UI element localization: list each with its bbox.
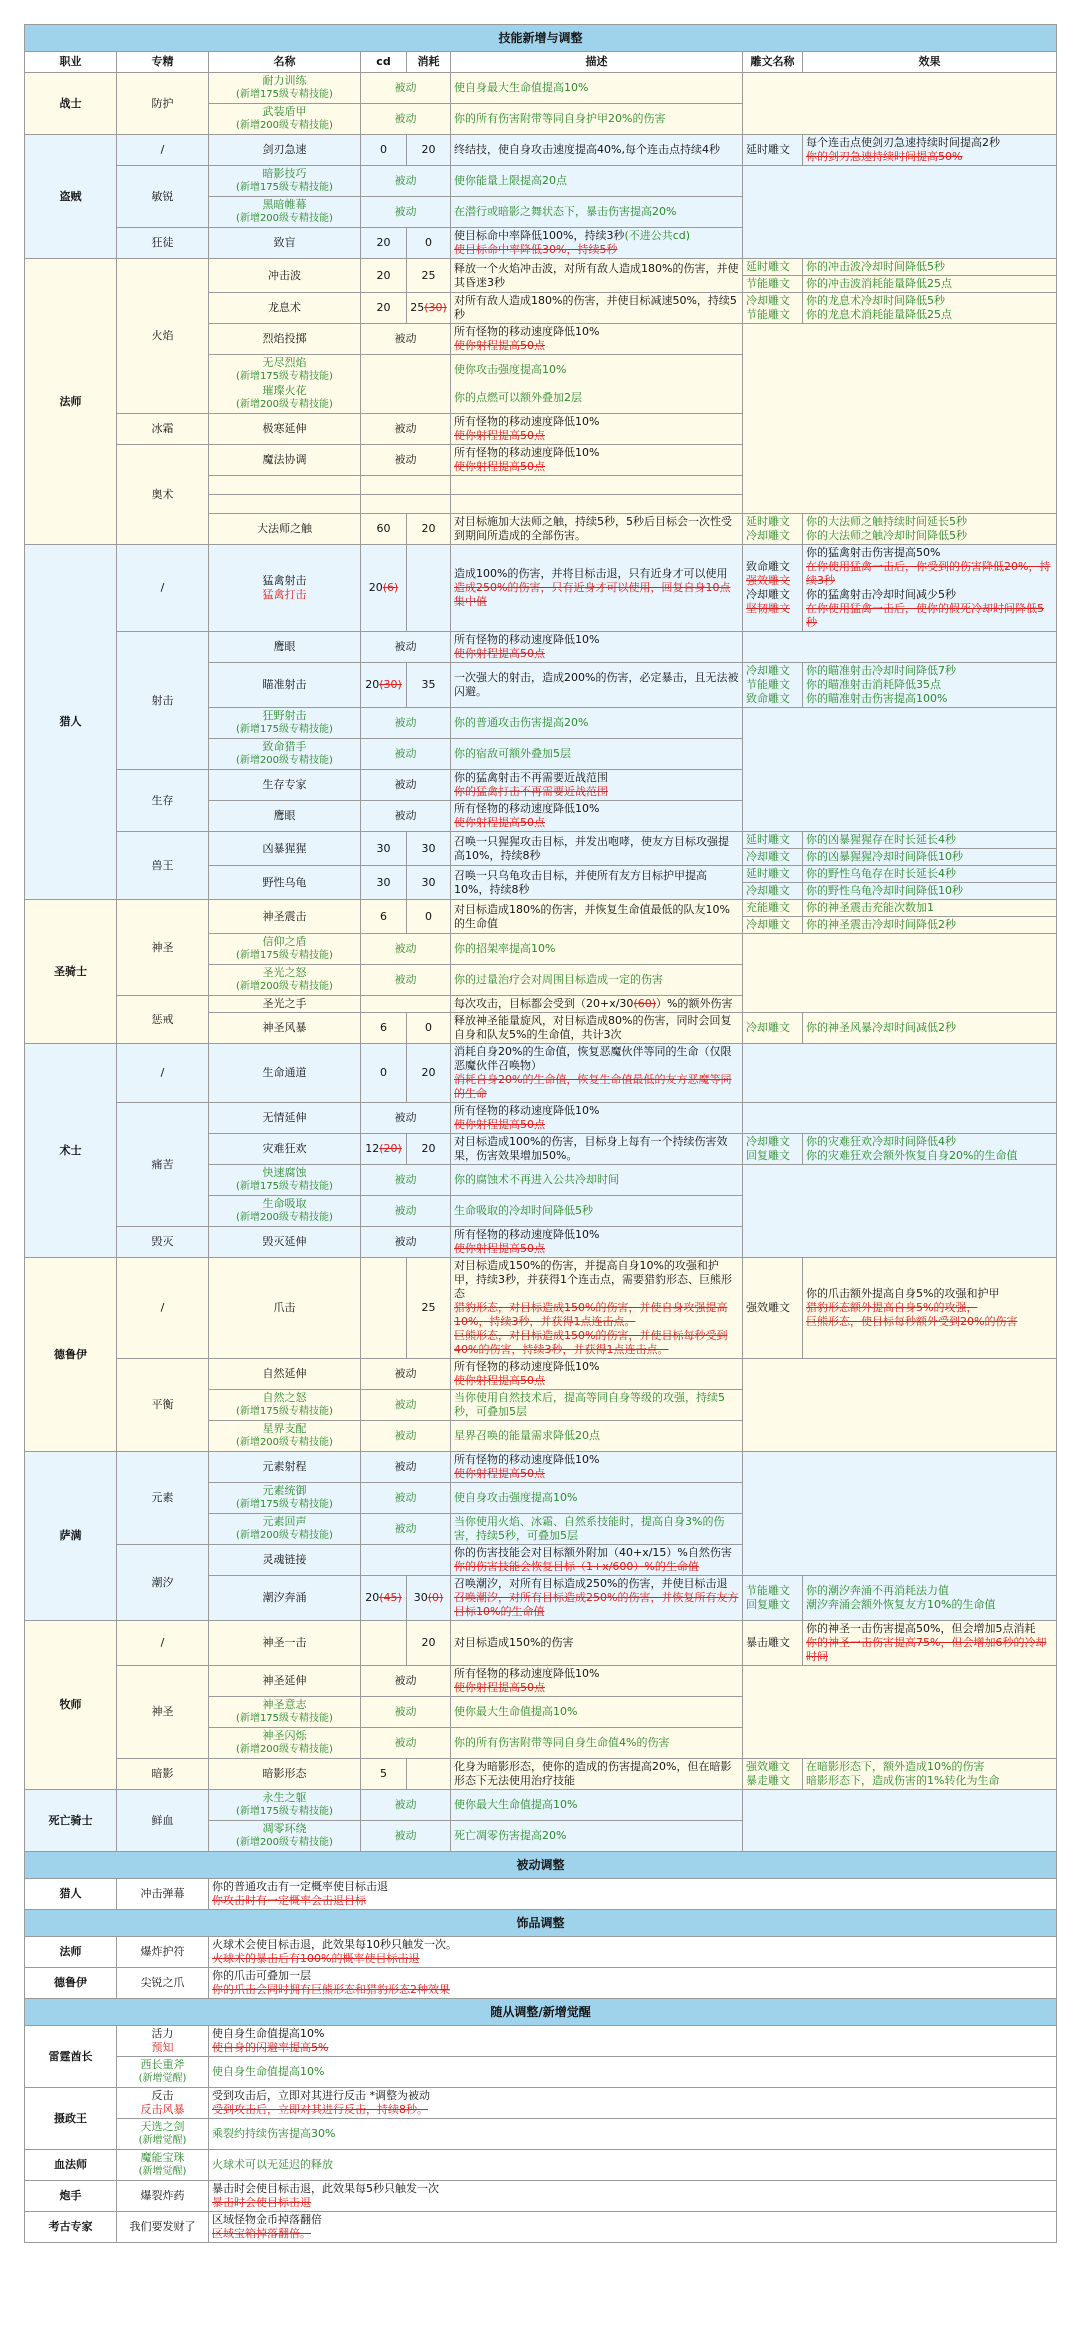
skill-name: 致命猎手 (新增200级专精技能) (209, 739, 361, 770)
skill-cost: 20 (407, 135, 451, 166)
skill-cd: 6 (361, 900, 407, 934)
glyph-effect: 你的凶暴猩猩冷却时间降低10秒 (803, 849, 1057, 866)
skill-cd: 30 (361, 866, 407, 900)
skill-desc: 所有怪物的移动速度降低10% 使你射程提高50点 (451, 632, 743, 663)
skill-desc: 化身为暗影形态，使你的造成的伤害提高20%，但在暗影形态下无法使用治疗技能 (451, 1759, 743, 1790)
glyph-effect: 你的神圣震击冷却时间降低2秒 (803, 917, 1057, 934)
skill-name: 烈焰投掷 (209, 324, 361, 355)
passive-desc: 你的普通攻击有一定概率使目标击退 你攻击时有一定概率会击退目标 (209, 1879, 1057, 1910)
skill-desc: 对目标造成150%的伤害，并提高自身10%的攻强和护甲，持续3秒，并获得1个连击点，需要猎豹形态、巨熊形态 猎豹形态，对目标造成150%的伤害，并使自身攻强提高10%，持续3秒，并获得1点连击点。 巨熊形态，对目标造成150%的伤害，并使目标每秒受到40%的伤害，持续3秒，并获得1点连击点。 (451, 1258, 743, 1359)
pet-skill-name: 西长重斧 (新增觉醒) (117, 2057, 209, 2088)
glyph-name: 冷却雕文 (743, 883, 803, 900)
spec-survival: 生存 (117, 770, 209, 832)
glyph-name: 强效雕文 暴走雕文 (743, 1759, 803, 1790)
spec-beast-mastery: 兽王 (117, 832, 209, 900)
spec-none: / (117, 1621, 209, 1666)
glyph-name: 暴击雕文 (743, 1621, 803, 1666)
spec-fire: 火焰 (117, 259, 209, 414)
skill-name: 凋零环绕 (新增200级专精技能) (209, 1821, 361, 1852)
skill-desc: 使你最大生命值提高10% (451, 1697, 743, 1728)
passive-class: 猎人 (25, 1879, 117, 1910)
skill-name: 信仰之盾 (新增175级专精技能) (209, 934, 361, 965)
pet-skill-desc: 暴击时会使目标击退，此效果每5秒只触发一次 暴击时会使目标击退 (209, 2181, 1057, 2212)
passive-label: 被动 (361, 1196, 451, 1227)
skill-desc: 生命吸取的冷却时间降低5秒 (451, 1196, 743, 1227)
glyph-effect: 你的灾难狂欢冷却时间降低4秒 你的灾难狂欢会额外恢复自身20%的生命值 (803, 1134, 1057, 1165)
skill-desc: 你的所有伤害附带等同自身生命值4%的伤害 (451, 1728, 743, 1759)
passive-label: 被动 (361, 1790, 451, 1821)
glyph-name: 延时雕文 (743, 259, 803, 276)
pet-skill-desc: 乘裂约持续伤害提高30% (209, 2119, 1057, 2150)
skill-cost: 25 (407, 1258, 451, 1359)
spec-holy: 神圣 (117, 900, 209, 996)
skill-desc: 你的宿敌可额外叠加5层 (451, 739, 743, 770)
glyph-effect: 在暗影形态下，额外造成10%的伤害 暗影形态下，造成伤害的1%转化为生命 (803, 1759, 1057, 1790)
skill-desc: 终结技，使自身攻击速度提高40%,每个连击点持续4秒 (451, 135, 743, 166)
passive-label: 被动 (361, 739, 451, 770)
section-title-accessory: 饰品调整 (25, 1910, 1057, 1937)
skill-cd: 20(6) (361, 545, 407, 632)
class-death-knight: 死亡骑士 (25, 1790, 117, 1852)
passive-label: 被动 (361, 770, 451, 801)
glyph-name: 致命雕文 强效雕文 冷却雕文 坚韧雕文 (743, 545, 803, 632)
skill-cd: 20(30) (361, 663, 407, 708)
accessory-name: 爆炸护符 (117, 1937, 209, 1968)
spec-elemental: 元素 (117, 1452, 209, 1545)
skill-cd: 20 (361, 293, 407, 324)
skill-cost (407, 1759, 451, 1790)
glyph-name: 节能雕文 (743, 276, 803, 293)
passive-label: 被动 (361, 1390, 451, 1421)
accessory-class: 德鲁伊 (25, 1968, 117, 1999)
glyph-effect: 你的神圣震击充能次数加1 (803, 900, 1057, 917)
skill-desc: 你的所有伤害附带等同自身护甲20%的伤害 (451, 104, 743, 135)
skill-desc: 在潜行或暗影之舞状态下，暴击伤害提高20% (451, 197, 743, 228)
passive-label: 被动 (361, 934, 451, 965)
skill-desc: 星界召唤的能量需求降低20点 (451, 1421, 743, 1452)
skill-cd: 20 (361, 259, 407, 293)
skill-name: 鹰眼 (209, 632, 361, 663)
skill-cost: 35 (407, 663, 451, 708)
skill-cd (361, 1545, 451, 1576)
passive-label: 被动 (361, 414, 451, 445)
glyph-effect: 你的冲击波冷却时间降低5秒 (803, 259, 1057, 276)
pet-class: 考古专家 (25, 2212, 117, 2243)
skill-name: 致盲 (209, 228, 361, 259)
pet-skill-name: 我们要发财了 (117, 2212, 209, 2243)
passive-label: 被动 (361, 1697, 451, 1728)
passive-label: 被动 (361, 708, 451, 739)
skill-name: 星界支配 (新增200级专精技能) (209, 1421, 361, 1452)
glyph-name: 冷却雕文 (743, 1013, 803, 1044)
skill-desc: 使自身攻击强度提高10% (451, 1483, 743, 1514)
passive-name: 冲击弹幕 (117, 1879, 209, 1910)
skill-name: 大法师之触 (209, 514, 361, 545)
spec-shadow: 暗影 (117, 1759, 209, 1790)
accessory-name: 尖锐之爪 (117, 1968, 209, 1999)
class-hunter: 猎人 (25, 545, 117, 900)
skill-name: 冲击波 (209, 259, 361, 293)
skill-name: 暗影技巧 (新增175级专精技能) (209, 166, 361, 197)
pet-skill-desc: 受到攻击后，立即对其进行反击 *调整为被动 受到攻击后，立即对其进行反击，持续8秒。 (209, 2088, 1057, 2119)
skill-desc: 造成100%的伤害，并将目标击退，只有近身才可以使用 造成250%的伤害，只有近身才可以使用，回复自身10点集中值 (451, 545, 743, 632)
skill-cost: 30(0) (407, 1576, 451, 1621)
pet-class: 炮手 (25, 2181, 117, 2212)
skill-name: 圣光之手 (209, 996, 361, 1013)
skill-name: 神圣震击 (209, 900, 361, 934)
passive-label: 被动 (361, 104, 451, 135)
header-cd: cd (361, 52, 407, 73)
skill-cd: 20 (361, 228, 407, 259)
spec-protection: 防护 (117, 73, 209, 135)
class-paladin: 圣骑士 (25, 900, 117, 1044)
glyph-effect: 你的冲击波消耗能量降低25点 (803, 276, 1057, 293)
class-shaman: 萨满 (25, 1452, 117, 1621)
glyph-effect: 你的野性乌龟冷却时间降低10秒 (803, 883, 1057, 900)
glyph-empty (743, 324, 1057, 514)
skill-name: 爪击 (209, 1258, 361, 1359)
accessory-desc: 火球术会使目标击退，此效果每10秒只触发一次。 火球术的暴击后有100%的概率使目标击退 (209, 1937, 1057, 1968)
class-warrior: 战士 (25, 73, 117, 135)
skill-desc: 你的招架率提高10% (451, 934, 743, 965)
skill-cd: 30 (361, 832, 407, 866)
spec-subtlety: 敏锐 (117, 166, 209, 228)
passive-label (361, 355, 451, 414)
spec-destruction: 毁灭 (117, 1227, 209, 1258)
glyph-empty (743, 1359, 1057, 1452)
skill-name: 龙息术 (209, 293, 361, 324)
skill-name: 暗影形态 (209, 1759, 361, 1790)
passive-label: 被动 (361, 166, 451, 197)
skill-desc: 使目标命中率降低100%，持续3秒(不进公共cd) 使目标命中率降低30%，持续5秒 (451, 228, 743, 259)
skill-name: 武装盾甲 (新增200级专精技能) (209, 104, 361, 135)
skill-cost: 20 (407, 1621, 451, 1666)
passive-label: 被动 (361, 1421, 451, 1452)
glyph-effect: 你的凶暴猩猩存在时长延长4秒 (803, 832, 1057, 849)
glyph-empty (743, 1790, 1057, 1852)
skill-desc: 消耗自身20%的生命值，恢复恶魔伙伴等同的生命（仅限恶魔伙伴召唤物） 消耗自身20%的生命值，恢复生命值最低的友方恶魔等同的生命 (451, 1044, 743, 1103)
skill-name: 快速腐蚀 (新增175级专精技能) (209, 1165, 361, 1196)
spec-arcane: 奥术 (117, 445, 209, 545)
header-name: 名称 (209, 52, 361, 73)
skill-cd (361, 1258, 407, 1359)
spec-none: / (117, 135, 209, 166)
skill-cost: 20 (407, 1134, 451, 1165)
skill-name: 凶暴猩猩 (209, 832, 361, 866)
skill-name: 自然之怒 (新增175级专精技能) (209, 1390, 361, 1421)
glyph-effect: 你的神圣一击伤害提高50%，但会增加5点消耗 你的神圣一击伤害提高75%，但会增加6秒的冷却时间 (803, 1621, 1057, 1666)
skill-cost: 25 (407, 259, 451, 293)
pet-skill-desc: 使自身生命值提高10% 使自身的闪避率提高5% (209, 2026, 1057, 2057)
skill-cost: 0 (407, 1013, 451, 1044)
skill-desc: 每次攻击，目标都会受到（20+x/30(60)）%的额外伤害 (451, 996, 743, 1013)
skill-name: 无尽烈焰 (新增175级专精技能) 璀璨火花 (新增200级专精技能) (209, 355, 361, 414)
skill-cd: 6 (361, 1013, 407, 1044)
section-title-pets: 随从调整/新增觉醒 (25, 1999, 1057, 2026)
header-class: 职业 (25, 52, 117, 73)
skill-cost: 20 (407, 514, 451, 545)
glyph-empty (743, 73, 1057, 135)
skill-name: 元素回声 (新增200级专精技能) (209, 1514, 361, 1545)
skill-desc: 对目标造成100%的伤害，目标身上每有一个持续伤害效果，伤害效果增加50%。 (451, 1134, 743, 1165)
header-cost: 消耗 (407, 52, 451, 73)
passive-label: 被动 (361, 1165, 451, 1196)
glyph-name: 强效雕文 (743, 1258, 803, 1359)
skill-cd: 5 (361, 1759, 407, 1790)
glyph-name: 冷却雕文 节能雕文 (743, 293, 803, 324)
accessory-desc: 你的爪击可叠加一层 你的爪击会同时拥有巨熊形态和猎豹形态2种效果 (209, 1968, 1057, 1999)
spec-outlaw: 狂徒 (117, 228, 209, 259)
header-glyph: 雕文名称 (743, 52, 803, 73)
skill-desc: 所有怪物的移动速度降低10% 使你射程提高50点 (451, 324, 743, 355)
section-title-skills: 技能新增与调整 (25, 25, 1057, 52)
glyph-effect: 你的猛禽射击伤害提高50% 在你使用猛禽一击后，你受到的伤害降低20%，持续3秒 你的猛禽射击冷却时间减少5秒 在你使用猛禽一击后，使你的假死冷却时间降低5秒 (803, 545, 1057, 632)
skill-name: 神圣一击 (209, 1621, 361, 1666)
skill-desc: 你的腐蚀术不再进入公共冷却时间 (451, 1165, 743, 1196)
passive-label: 被动 (361, 1728, 451, 1759)
glyph-empty (743, 1666, 1057, 1759)
glyph-empty (743, 632, 1057, 663)
skill-name: 野性乌龟 (209, 866, 361, 900)
glyph-name: 冷却雕文 (743, 917, 803, 934)
class-rogue: 盗贼 (25, 135, 117, 259)
skill-cd: 0 (361, 1044, 407, 1103)
skill-name: 神圣意志 (新增175级专精技能) (209, 1697, 361, 1728)
skill-name: 狂野射击 (新增175级专精技能) (209, 708, 361, 739)
skill-desc: 你的过量治疗会对周围目标造成一定的伤害 (451, 965, 743, 996)
passive-label: 被动 (361, 1103, 451, 1134)
skill-cd: 60 (361, 514, 407, 545)
spec-retribution: 惩戒 (117, 996, 209, 1044)
skill-name: 耐力训练 (新增175级专精技能) (209, 73, 361, 104)
skill-desc: 对所有敌人造成180%的伤害，并使目标减速50%，持续5秒 (451, 293, 743, 324)
skill-desc: 你的普通攻击伤害提高20% (451, 708, 743, 739)
skill-name: 神圣风暴 (209, 1013, 361, 1044)
skill-cost: 20 (407, 1044, 451, 1103)
skill-name: 灵魂链接 (209, 1545, 361, 1576)
skill-desc: 所有怪物的移动速度降低10% 使你射程提高50点 (451, 445, 743, 476)
glyph-effect: 你的龙息术冷却时间降低5秒 你的龙息术消耗能量降低25点 (803, 293, 1057, 324)
skill-cd (361, 1621, 407, 1666)
skill-desc: 对目标造成180%的伤害，并恢复生命值最低的队友10%的生命值 (451, 900, 743, 934)
passive-label: 被动 (361, 965, 451, 996)
skill-cost: 0 (407, 900, 451, 934)
skill-name: 自然延伸 (209, 1359, 361, 1390)
skill-cost: 30 (407, 866, 451, 900)
spec-marksmanship: 射击 (117, 632, 209, 770)
skill-desc: 你的伤害技能会对目标额外附加（40+x/15）%自然伤害 你的伤害技能会恢复目标（1+x/600）%的生命值 (451, 1545, 743, 1576)
skill-name: 生存专家 (209, 770, 361, 801)
skill-desc: 所有怪物的移动速度降低10% 使你射程提高50点 (451, 1103, 743, 1134)
skill-name: 剑刃急速 (209, 135, 361, 166)
pet-skill-desc: 火球术可以无延迟的释放 (209, 2150, 1057, 2181)
skill-name: 神圣延伸 (209, 1666, 361, 1697)
header-desc: 描述 (451, 52, 743, 73)
skill-name: 永生之躯 (新增175级专精技能) (209, 1790, 361, 1821)
skill-desc: 释放神圣能量旋风，对目标造成80%的伤害，同时会回复自身和队友5%的生命值，共计3次 (451, 1013, 743, 1044)
skill-name: 猛禽射击 猛禽打击 (209, 545, 361, 632)
glyph-name: 延时雕文 (743, 135, 803, 166)
spec-none: / (117, 1044, 209, 1103)
skill-name: 无情延伸 (209, 1103, 361, 1134)
skill-cost: 30 (407, 832, 451, 866)
passive-label: 被动 (361, 197, 451, 228)
pet-skill-desc: 使自身生命值提高10% (209, 2057, 1057, 2088)
glyph-name: 延时雕文 冷却雕文 (743, 514, 803, 545)
skill-name: 魔法协调 (209, 445, 361, 476)
header-effect: 效果 (803, 52, 1057, 73)
glyph-name: 节能雕文 回复雕文 (743, 1576, 803, 1621)
skill-name: 毁灭延伸 (209, 1227, 361, 1258)
skill-desc: 召唤一只乌龟攻击目标，并使所有友方目标护甲提高10%，持续8秒 (451, 866, 743, 900)
passive-label: 被动 (361, 801, 451, 832)
skill-desc: 死亡凋零伤害提高20% (451, 1821, 743, 1852)
skill-cost (407, 545, 451, 632)
glyph-empty (743, 708, 1057, 832)
skill-desc: 所有怪物的移动速度降低10% 使你射程提高50点 (451, 414, 743, 445)
passive-label: 被动 (361, 1483, 451, 1514)
glyph-effect: 你的瞄准射击冷却时间降低7秒 你的瞄准射击消耗降低35点 你的瞄准射击伤害提高100% (803, 663, 1057, 708)
passive-label: 被动 (361, 1666, 451, 1697)
skill-cost: 25(30) (407, 293, 451, 324)
skill-desc: 释放一个火焰冲击波，对所有敌人造成180%的伤害，并使其昏迷3秒 (451, 259, 743, 293)
passive-label: 被动 (361, 632, 451, 663)
skill-desc: 对目标施加大法师之触，持续5秒，5秒后目标会一次性受到期间所造成的全部伤害。 (451, 514, 743, 545)
skill-cd: 12(20) (361, 1134, 407, 1165)
skill-name: 鹰眼 (209, 801, 361, 832)
header-spec: 专精 (117, 52, 209, 73)
pet-skill-name: 爆裂炸药 (117, 2181, 209, 2212)
spec-frost: 冰霜 (117, 414, 209, 445)
pet-class: 血法师 (25, 2150, 117, 2181)
skill-name: 黑暗帷幕 (新增200级专精技能) (209, 197, 361, 228)
skill-name: 元素射程 (209, 1452, 361, 1483)
glyph-effect: 你的大法师之触持续时间延长5秒 你的大法师之触冷却时间降低5秒 (803, 514, 1057, 545)
skill-name: 神圣闪烁 (新增200级专精技能) (209, 1728, 361, 1759)
pet-skill-name: 反击 反击风暴 (117, 2088, 209, 2119)
glyph-empty (743, 1044, 1057, 1103)
skill-name: 潮汐奔涌 (209, 1576, 361, 1621)
pet-skill-name: 天选之剑 (新增觉醒) (117, 2119, 209, 2150)
skill-desc: 你的猛禽射击不再需要近战范围 你的猛禽打击不再需要近战范围 (451, 770, 743, 801)
glyph-empty (743, 166, 1057, 259)
passive-label: 被动 (361, 324, 451, 355)
skill-desc: 当你使用自然技术后，提高等同自身等级的攻强，持续5秒，可叠加5层 (451, 1390, 743, 1421)
pet-skill-desc: 区域怪物金币掉落翻倍 区域宝箱掉落翻倍。 (209, 2212, 1057, 2243)
pet-class: 雷霆酋长 (25, 2026, 117, 2088)
spec-restoration: 潮汐 (117, 1545, 209, 1621)
passive-label: 被动 (361, 1452, 451, 1483)
skill-desc: 所有怪物的移动速度降低10% 使你射程提高50点 (451, 1452, 743, 1483)
skill-desc: 所有怪物的移动速度降低10% 使你射程提高50点 (451, 1359, 743, 1390)
spec-none: / (117, 545, 209, 632)
skill-desc: 使你攻击强度提高10% 你的点燃可以额外叠加2层 (451, 355, 743, 414)
skill-desc: 所有怪物的移动速度降低10% 使你射程提高50点 (451, 1227, 743, 1258)
skill-desc: 使你最大生命值提高10% (451, 1790, 743, 1821)
glyph-effect: 你的野性乌龟存在时长延长4秒 (803, 866, 1057, 883)
skill-cost: 0 (407, 228, 451, 259)
skill-desc: 所有怪物的移动速度降低10% 使你射程提高50点 (451, 1666, 743, 1697)
passive-label: 被动 (361, 1821, 451, 1852)
class-druid: 德鲁伊 (25, 1258, 117, 1452)
passive-label: 被动 (361, 445, 451, 476)
glyph-empty (743, 1165, 1057, 1258)
glyph-empty (743, 934, 1057, 1013)
skill-table (24, 24, 1057, 2243)
passive-label: 被动 (361, 1227, 451, 1258)
skill-desc: 一次强大的射击，造成200%的伤害，必定暴击，且无法被闪避。 (451, 663, 743, 708)
section-title-passive: 被动调整 (25, 1852, 1057, 1879)
glyph-effect: 每个连击点使剑刃急速持续时间提高2秒 你的剑刃急速持续时间提高50% (803, 135, 1057, 166)
spec-none: / (117, 1258, 209, 1359)
skill-name: 生命通道 (209, 1044, 361, 1103)
spec-affliction: 痛苦 (117, 1103, 209, 1227)
glyph-effect: 你的爪击额外提高自身5%的攻强和护甲 猎豹形态额外提高自身5%的攻强， 巨熊形态，使目标每秒额外受到20%的伤害 (803, 1258, 1057, 1359)
skill-name: 瞄准射击 (209, 663, 361, 708)
skill-desc: 召唤一只猩猩攻击目标，并发出咆哮，使友方目标攻强提高10%，持续8秒 (451, 832, 743, 866)
class-priest: 牧师 (25, 1621, 117, 1790)
glyph-name: 充能雕文 (743, 900, 803, 917)
glyph-name: 冷却雕文 节能雕文 致命雕文 (743, 663, 803, 708)
skill-name: 极寒延伸 (209, 414, 361, 445)
spec-blood: 鲜血 (117, 1790, 209, 1852)
glyph-name: 冷却雕文 回复雕文 (743, 1134, 803, 1165)
glyph-empty (743, 1103, 1057, 1134)
spec-balance: 平衡 (117, 1359, 209, 1452)
skill-desc: 当你使用火焰、冰霜、自然系技能时，提高自身3%的伤害，持续5秒，可叠加5层 (451, 1514, 743, 1545)
skill-name: 元素统御 (新增175级专精技能) (209, 1483, 361, 1514)
class-warlock: 术士 (25, 1044, 117, 1258)
passive-label: 被动 (361, 73, 451, 104)
glyph-effect: 你的神圣风暴冷却时间减低2秒 (803, 1013, 1057, 1044)
class-mage: 法师 (25, 259, 117, 545)
skill-desc: 对目标造成150%的伤害 (451, 1621, 743, 1666)
skill-desc: 使你能量上限提高20点 (451, 166, 743, 197)
skill-desc: 召唤潮汐，对所有目标造成250%的伤害，并使目标击退 召唤潮汐，对所有目标造成250%的伤害，并恢复所有友方目标10%的生命值 (451, 1576, 743, 1621)
passive-label: 被动 (361, 1514, 451, 1545)
skill-desc: 使自身最大生命值提高10% (451, 73, 743, 104)
passive-label: 被动 (361, 1359, 451, 1390)
glyph-empty (743, 1452, 1057, 1576)
skill-name: 生命吸取 (新增200级专精技能) (209, 1196, 361, 1227)
glyph-name: 延时雕文 (743, 832, 803, 849)
pet-skill-name: 活力 预知 (117, 2026, 209, 2057)
spec-holy: 神圣 (117, 1666, 209, 1759)
skill-cd: 20(45) (361, 1576, 407, 1621)
skill-name: 圣光之怒 (新增200级专精技能) (209, 965, 361, 996)
skill-cd (361, 996, 451, 1013)
glyph-name: 冷却雕文 (743, 849, 803, 866)
glyph-name: 延时雕文 (743, 866, 803, 883)
pet-skill-name: 魔能宝珠 (新增觉醒) (117, 2150, 209, 2181)
accessory-class: 法师 (25, 1937, 117, 1968)
skill-desc: 所有怪物的移动速度降低10% 使你射程提高50点 (451, 801, 743, 832)
skill-name: 灾难狂欢 (209, 1134, 361, 1165)
skill-change-document (24, 24, 1056, 2243)
pet-class: 摄政王 (25, 2088, 117, 2150)
glyph-effect: 你的潮汐奔涌不再消耗法力值 潮汐奔涌会额外恢复友方10%的生命值 (803, 1576, 1057, 1621)
skill-cd: 0 (361, 135, 407, 166)
